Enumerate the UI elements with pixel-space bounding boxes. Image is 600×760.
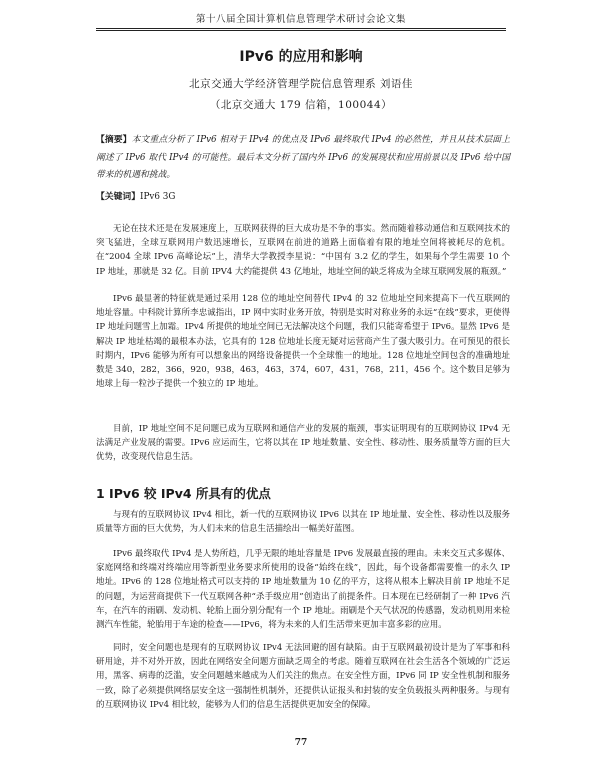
- keywords-label: 【关键词】: [96, 192, 140, 202]
- keywords-text: IPv6 3G: [140, 192, 176, 202]
- section-heading: 1 IPv6 较 IPv4 所具有的优点: [96, 486, 271, 501]
- keywords: [96, 189, 510, 206]
- page-number: 77: [294, 738, 308, 748]
- body-paragraph: 与现有的互联网协议 IPv4 相比，新一代的互联网协议 IPv6 以其在 IP 地址量、安全性、移动性以及服务质量等方面的巨大优势，为人们未来的信息生活描绘出一幅美好蓝图。: [96, 510, 510, 535]
- abstract-text: 本文重点分析了 IPv6 相对于 IPv4 的优点及 IPv6 最终取代 IPv4 的必然性，并且从技术层面上阐述了 IPv6 取代 IPv4 的可能性。最后本文分析了国内外 IPv6 的发展现状和应用前景以及 IPv6 给中国带来的机遇和挑战。: [96, 135, 510, 180]
- running-head: 第十八届全国计算机信息管理学术研讨会论文集: [195, 14, 406, 25]
- author-affiliation: 北京交通大学经济管理学院信息管理系 刘语佳: [189, 78, 413, 90]
- body-paragraph: 目前，IP 地址空间不足问题已成为互联网和通信产业的发展的瓶颈，事实证明现有的互联网协议 IPv4 无法满足产业发展的需要。IPv6 应运而生，它将以其在 IP 地址数量、安全性、移动性、服务质量等方面的巨大优势，改变现代信息生活。: [96, 424, 510, 463]
- abstract: [96, 132, 510, 185]
- header-rule-double: [96, 30, 506, 31]
- header-rule: [96, 28, 506, 29]
- abstract-label: 【摘要】: [96, 135, 132, 145]
- paper-title: IPv6 的应用和影响: [239, 49, 363, 65]
- body-paragraph: 无论在技术还是在发展速度上，互联网获得的巨大成功是不争的事实。然而随着移动通信和互联网技术的突飞猛进，全球互联网用户数迅速增长，互联网在前进的道路上面临着有限的地址空间将被耗尽的危机。在“2004 全球 IPv6 高峰论坛”上，清华大学教授李星说：“中国有 3.2 亿的学生，如果每个学生需要 10 个 IP 地址，那就是 32 亿。目前 IPV4 大约能提供 43 亿地址，地址空间的缺乏将成为全球互联网发展的瓶颈。”: [96, 224, 510, 277]
- body-paragraph: 同时，安全问题也是现有的互联网协议 IPv4 无法回避的固有缺陷。由于互联网最初设计是为了军事和科研用途，并不对外开放，因此在网络安全问题方面缺乏周全的考虑。随着互联网在社会生活各个领域的广泛运用，黑客、病毒的泛滥，安全问题越来越成为人们关注的焦点。在安全性方面，IPv6 同 IP 安全性机制和服务一致，除了必须提供网络层安全这一强制性机制外，还提供认证报头和封装的安全负载报头两种服务。与现有的互联网协议 IPv4 相比较，能够为人们的信息生活提供更加安全的保障。: [96, 643, 510, 710]
- body-paragraph: IPv6 最显著的特征就是通过采用 128 位的地址空间替代 IPv4 的 32 位地址空间来提高下一代互联网的地址容量。中科院计算所李忠诚指出，IP 网中实时业务开放，特别是实时对称业务的永远“在线”要求，更使得 IP 地址问题雪上加霜。IPv4 所提供的地址空间已无法解决这个问题，我们只能寄希望于 IPv6。显然 IPv6 是解决 IP 地址枯竭的最根本办法，它具有的 128 位地址长度无疑对运营商产生了强大吸引力。在可预见的很长时期内，IPv6 能够为所有可以想象出的网络设备提供一个全球惟一的地址。128 位地址空间包含的准确地址数是 340，282，366，920，938，463，463，374，607，431，768，211，456 个。这个数目足够为地球上每一粒沙子提供一个独立的 IP 地址。: [96, 294, 510, 390]
- author-address: （北京交通大 179 信箱，100044）: [209, 99, 393, 111]
- body-paragraph: IPv6 最终取代 IPv4 是人势所趋，几乎无限的地址容量是 IPv6 发展最直接的理由。未来交互式多媒体、家庭网络和终端对终端应用等新型业务要求所使用的设备“始终在线”，因此，每个设备都需要惟一的永久 IP 地址。IPv6 的 128 位地址格式可以支持的 IP 地址数量为 10 亿的平方，这将从根本上解决目前 IP 地址不足的问题，为运营商提供下一代互联网各种“杀手级应用”创造出了前提条件。日本现在已经研制了一种 IPv6 汽车，在汽车的雨刷、发动机、轮胎上面分别分配有一个 IP 地址。雨刷是个天气状况的传感器，发动机则用来检测汽车性能，轮胎用于车途的检查——IPv6，将为未来的人们生活带来更加丰富多彩的应用。: [96, 549, 510, 631]
